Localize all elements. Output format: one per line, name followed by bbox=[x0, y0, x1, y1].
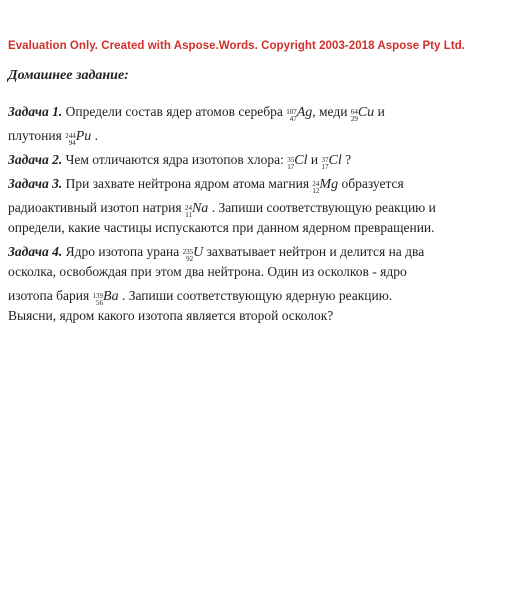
isotope-na: 24 11 Na bbox=[184, 201, 209, 219]
isotope-u: 235 92 U bbox=[182, 245, 204, 263]
task-4-line-2: осколка, освобождая при этом два нейтрона. Один из осколков - ядро bbox=[8, 264, 407, 279]
isotope-ag: 107 47 Ag bbox=[286, 105, 313, 123]
task-1-label: Задача 1. bbox=[8, 104, 63, 119]
homework-heading: Домашнее задание: bbox=[8, 68, 129, 83]
isotope-cl37: 37 17 Cl bbox=[321, 153, 342, 171]
isotope-cu: 64 29 Cu bbox=[350, 105, 375, 123]
task-1-line-1: Задача 1. Определи состав ядер атомов серебра 107 47 Ag, меди 64 29 Cu и bbox=[8, 104, 385, 123]
task-2-label: Задача 2. bbox=[8, 152, 63, 167]
task-2-line-1: Задача 2. Чем отличаются ядра изотопов хлора: 35 17 Cl и 37 17 Cl ? bbox=[8, 152, 352, 171]
task-4-line-1: Задача 4. Ядро изотопа урана 235 92 U захватывает нейтрон и делится на два bbox=[8, 244, 425, 263]
task-3-line-2: радиоактивный изотоп натрия 24 11 Na . Запиши соответствующую реакцию и bbox=[8, 200, 436, 219]
task-1-text: Определи состав ядер атомов серебра bbox=[62, 104, 283, 119]
isotope-ba: 139 56 Ba bbox=[92, 289, 119, 307]
task-3-line-1: Задача 3. При захвате нейтрона ядром атома магния 24 12 Mg образуется bbox=[8, 176, 404, 195]
isotope-cl35: 35 17 Cl bbox=[287, 153, 308, 171]
task-3-line-3: определи, какие частицы испускаются при данном ядерном превращении. bbox=[8, 220, 435, 235]
isotope-pu: 244 94 Pu bbox=[65, 129, 92, 147]
evaluation-watermark: Evaluation Only. Created with Aspose.Words. Copyright 2003-2018 Aspose Pty Ltd. bbox=[8, 40, 466, 52]
task-1-line-2: плутония 244 94 Pu . bbox=[8, 128, 99, 147]
task-3-label: Задача 3. bbox=[8, 176, 63, 191]
task-4-label: Задача 4. bbox=[8, 244, 63, 259]
task-4-line-3: изотопа бария 139 56 Ba . Запиши соответствующую ядерную реакцию. bbox=[8, 288, 393, 307]
task-4-line-4: Выясни, ядром какого изотопа является второй осколок? bbox=[8, 308, 334, 323]
isotope-mg: 24 12 Mg bbox=[312, 177, 339, 195]
